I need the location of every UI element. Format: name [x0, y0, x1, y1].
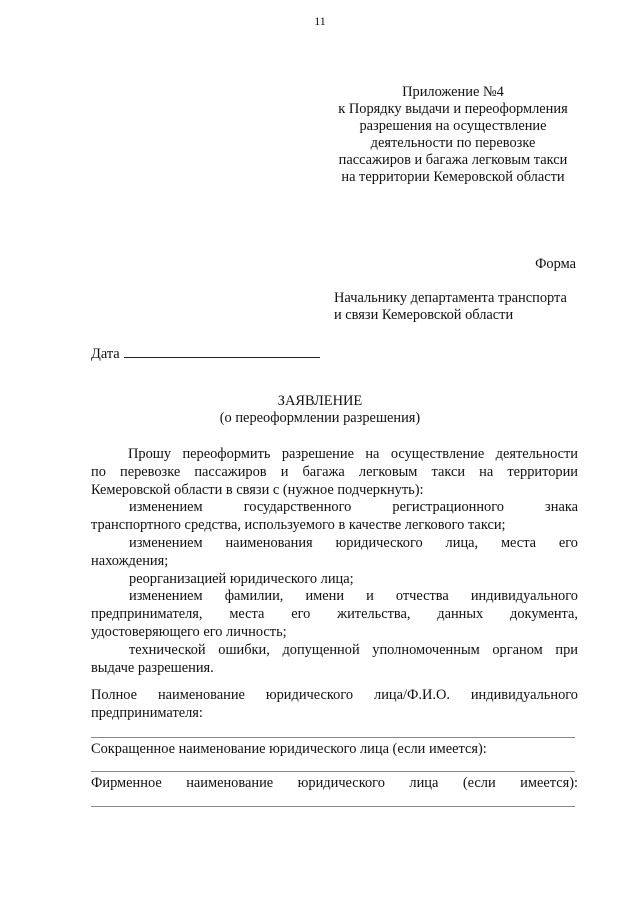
date-input-line[interactable] [124, 343, 320, 358]
full-name-input-line[interactable] [91, 737, 575, 738]
page-number: 11 [314, 14, 326, 28]
reason-option-technical-error[interactable]: технической ошибки, допущенной уполномоченным органом при [129, 641, 578, 658]
request-line: Кемеровской области в связи с (нужное подчеркнуть): [91, 481, 424, 498]
reason-option-state-plate-cont: транспортного средства, используемого в качестве легкового такси; [91, 517, 506, 534]
short-name-label: Сокращенное наименование юридического лица (если имеется): [91, 741, 487, 757]
short-name-input-line[interactable] [91, 771, 575, 772]
brand-name-field [91, 775, 578, 793]
appendix-line: к Порядку выдачи и переоформления [338, 101, 568, 117]
addressee-line: Начальнику департамента транспорта [334, 290, 567, 306]
reason-option-entrepreneur-change-cont: удостоверяющего его личность; [91, 623, 287, 640]
appendix-line: деятельности по перевозке [370, 135, 536, 151]
short-name-field [91, 741, 578, 759]
request-line: Прошу переоформить разрешение на осуществление деятельности [128, 446, 578, 462]
appendix-line: пассажиров и багажа легковым такси [338, 152, 568, 168]
document-subtitle: (о переоформлении разрешения) [219, 410, 421, 426]
full-name-label: предпринимателя: [91, 704, 203, 721]
document-title: ЗАЯВЛЕНИЕ [277, 393, 363, 409]
reason-option-name-change[interactable]: изменением наименования юридического лица, места его [129, 534, 578, 551]
date-label: Дата [91, 346, 120, 362]
brand-name-label: Фирменное наименование юридического лица (если имеется): [91, 775, 578, 791]
form-label: Форма [535, 256, 576, 272]
reason-option-reorganization[interactable]: реорганизацией юридического лица; [129, 570, 354, 587]
reason-option-entrepreneur-change-cont: предпринимателя, места его жительства, данных документа, [91, 606, 578, 623]
appendix-line: разрешения на осуществление [359, 118, 547, 134]
reason-option-entrepreneur-change[interactable]: изменением фамилии, имени и отчества индивидуального [129, 588, 578, 605]
full-name-field [91, 687, 578, 723]
appendix-header [320, 84, 586, 186]
brand-name-input-line[interactable] [91, 806, 575, 807]
request-paragraph [91, 446, 578, 677]
full-name-label: Полное наименование юридического лица/Ф.И.О. индивидуального [91, 687, 578, 703]
reason-option-name-change-cont: нахождения; [91, 552, 169, 569]
request-line: по перевозке пассажиров и багажа легковым такси на территории [91, 463, 578, 480]
addressee-block [334, 290, 594, 324]
reason-option-state-plate[interactable]: изменением государственного регистрационного знака [129, 499, 578, 516]
addressee-line: и связи Кемеровской области [334, 307, 514, 323]
reason-option-technical-error-cont: выдаче разрешения. [91, 659, 214, 676]
date-row [91, 343, 320, 363]
appendix-line: на территории Кемеровской области [341, 169, 565, 185]
appendix-line: Приложение №4 [402, 84, 504, 100]
